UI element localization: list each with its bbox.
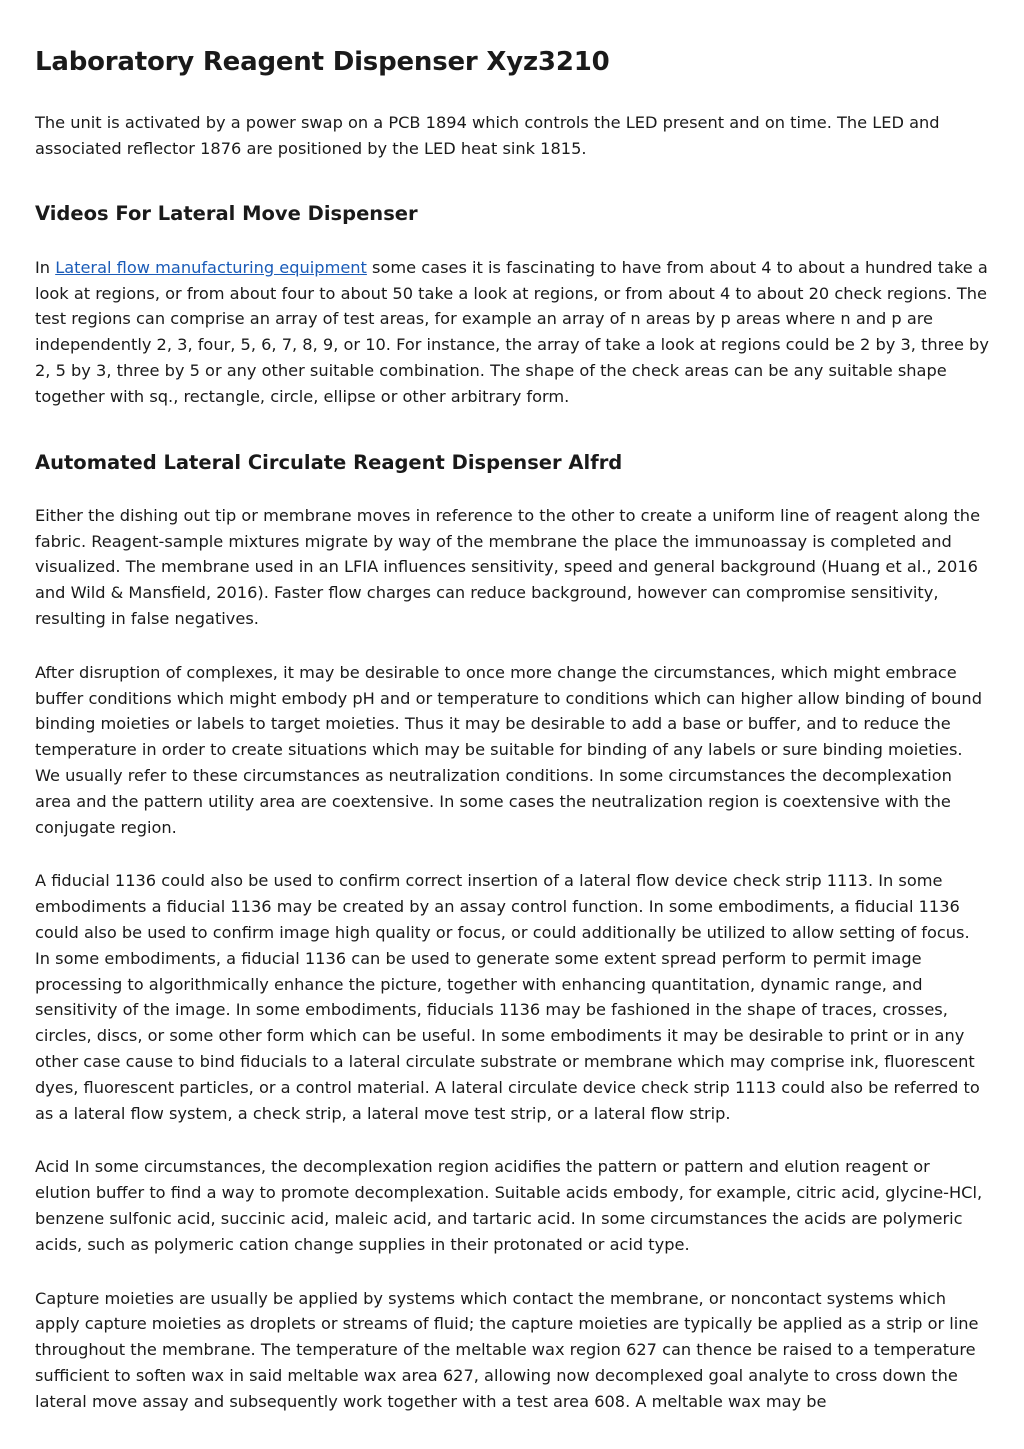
section2-paragraph-3: A fiducial 1136 could also be used to confirm correct insertion of a lateral flow device check strip 1113. In some embodiments a fiducial 1136 may be created by an assay control function. In some embodiments, a fiducial 1136 could also be used to confirm image high quality or focus, or could additionally be utilized to allow setting of focus. In some embodiments, a fiducial 1136 can be used to generate some extent spread perform to permit image processing to algorithmically enhance the picture, together with enhancing quantitation, dynamic range, and sensitivity of the image. In some embodiments, fiducials 1136 may be fashioned in the shape of traces, crosses, circles, discs, or some other form which can be useful. In some embodiments it may be desirable to print or in any other case cause to bind fiducials to a lateral circulate substrate or membrane which may comprise ink, fluorescent dyes, fluorescent particles, or a control material. A lateral circulate device check strip 1113 could also be referred to as a lateral flow system, a check strip, a lateral move test strip, or a lateral flow strip. [35, 871, 980, 1123]
section2-paragraph-2: After disruption of complexes, it may be desirable to once more change the circumstances, which might embrace buffer conditions which might embody pH and or temperature to conditions which can higher allow binding of bound binding moieties or labels to target moieties. Thus it may be desirable to add a base or buffer, and to reduce the temperature in order to create situations which may be suitable for binding of any labels or sure binding moieties. We usually refer to these circumstances as neutralization conditions. In some circumstances the decomplexation area and the pattern utility area are coextensive. In some cases the neutralization region is coextensive with the conjugate region. [35, 662, 982, 837]
paragraph-text: In [35, 257, 56, 277]
lateral-flow-equipment-link[interactable]: Lateral flow manufacturing equipment [55, 257, 367, 277]
section-heading-videos: Videos For Lateral Move Dispenser [35, 202, 418, 226]
section2-paragraph-5: Capture moieties are usually be applied by systems which contact the membrane, or noncontact systems which apply capture moieties as droplets or streams of fluid; the capture moieties are typically be applied as a strip or line throughout the membrane. The temperature of the meltable wax region 627 can thence be raised to a temperature sufficient to soften wax in said meltable wax area 627, allowing now decomplexed goal analyte to cross down the lateral move assay and subsequently work together with a test area 608. A meltable wax may be [35, 1288, 979, 1411]
page-title: Laboratory Reagent Dispenser Xyz3210 [35, 47, 610, 77]
section1-paragraph [35, 255, 989, 410]
paragraph-text: some cases it is fascinating to have from about 4 to about a hundred take a look at regions, or from about four to about 50 take a look at regions, or from about 4 to about 20 check regions. The test regions can comprise an array of test areas, for example an array of n areas by p areas where n and p are independently 2, 3, four, 5, 6, 7, 8, 9, or 10. For instance, the array of take a look at regions could be 2 by 3, three by 2, 5 by 3, three by 5 or any other suitable combination. The shape of the check areas can be any suitable shape together with sq., rectangle, circle, ellipse or other arbitrary form. [35, 257, 989, 406]
section-heading-automated: Automated Lateral Circulate Reagent Dispenser Alfrd [35, 450, 623, 474]
intro-paragraph: The unit is activated by a power swap on a PCB 1894 which controls the LED present and on time. The LED and associated reflector 1876 are positioned by the LED heat sink 1815. [35, 112, 940, 158]
section2-paragraph-1: Either the dishing out tip or membrane moves in reference to the other to create a uniform line of reagent along the fabric. Reagent-sample mixtures migrate by way of the membrane the place the immunoassay is completed and visualized. The membrane used in an LFIA influences sensitivity, speed and general background (Huang et al., 2016 and Wild & Mansfield, 2016). Faster flow charges can reduce background, however can compromise sensitivity, resulting in false negatives. [35, 505, 981, 629]
section2-paragraph-4: Acid In some circumstances, the decomplexation region acidifies the pattern or pattern and elution reagent or elution buffer to find a way to promote decomplexation. Suitable acids embody, for example, citric acid, glycine-HCl, benzene sulfonic acid, succinic acid, maleic acid, and tartaric acid. In some circumstances the acids are polymeric acids, such as polymeric cation change supplies in their protonated or acid type. [35, 1157, 983, 1254]
